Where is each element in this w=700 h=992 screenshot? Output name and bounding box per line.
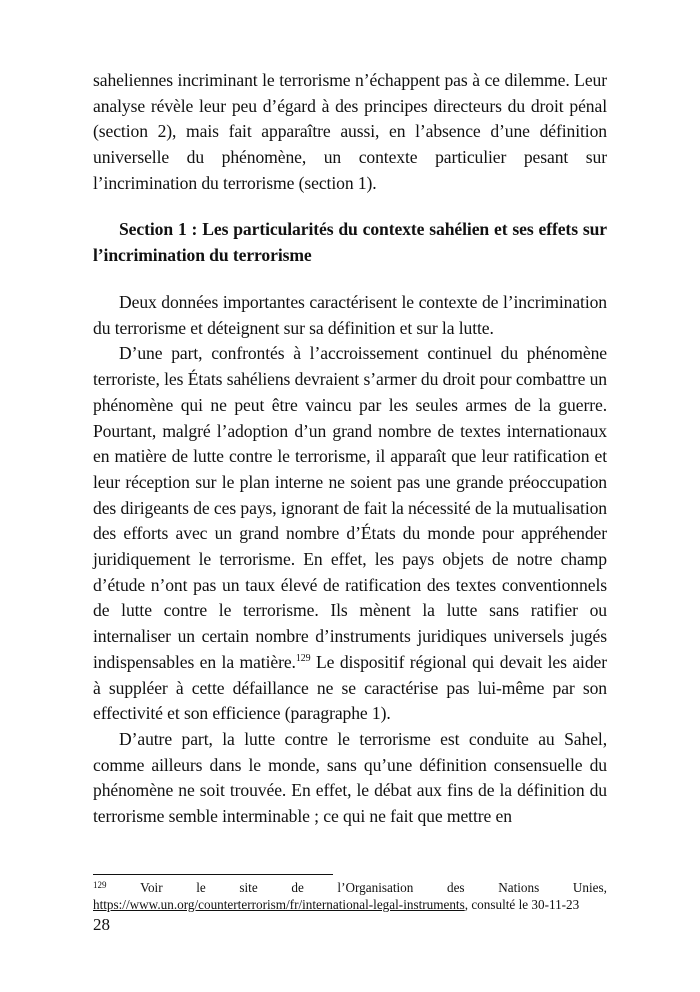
footnote-word: le <box>196 880 206 895</box>
footnote-link[interactable]: https://www.un.org/counterterrorism/fr/international-legal-instruments <box>93 897 465 912</box>
paragraph-2 <box>93 341 607 727</box>
section-heading: Section 1 : Les particularités du contexte sahélien et ses effets sur l’incrimination du terrorisme <box>93 219 607 265</box>
paragraph-2-text-a: D’une part, confrontés à l’accroissement continuel du phénomène terroriste, les États sahéliens devraient s’armer du droit pour combattre un phénomène qui ne peut être vaincu par les seules armes de la guerre. Pourtant, malgré l’adoption d’un grand nombre de textes internationaux en matière de lutte contre le terrorisme, il apparaît que leur ratification et leur réception sur le plan interne ne soient pas une grande préoccupation des dirigeants de ces pays, ignorant de fait la nécessité de la mutualisation des efforts avec un grand nombre d’États du monde pour appréhender juridiquement le terrorisme. En effet, les pays objets de notre champ d’étude n’ont pas un taux élevé de ratification des textes conventionnels de lutte contre le terrorisme. Ils mènent la lutte sans ratifier ou internaliser un certain nombre d’instruments juridiques universels jugés indispensables en la matière. <box>93 343 607 672</box>
intro-paragraph <box>93 68 607 197</box>
footnote-word: des <box>446 880 465 895</box>
intro-text: saheliennes incriminant le terrorisme n’échappent pas à ce dilemme. Leur analyse révèle leur peu d’égard à des principes directeurs du droit pénal (section 2), mais fait apparaître aussi, en l’absence d’une définition universelle du phénomène, un contexte particulier pesant sur l’incrimination du terrorisme (section 1). <box>93 70 607 193</box>
footnote-divider <box>93 874 333 875</box>
footnote-line-2 <box>93 897 607 913</box>
footnote <box>93 880 607 913</box>
footnote-suffix: , consulté le 30-11-23 <box>464 897 580 912</box>
paragraph-1: Deux données importantes caractérisent le contexte de l’incrimination du terrorisme et déteignent sur sa définition et sur la lutte. <box>93 292 607 338</box>
footnote-word: de <box>291 880 304 895</box>
footnote-word: Nations <box>498 880 540 895</box>
paragraph-3: D’autre part, la lutte contre le terrorisme est conduite au Sahel, comme ailleurs dans le monde, sans qu’une définition consensuelle du phénomène ne soit trouvée. En effet, le débat aux fins de la définition du terrorisme semble interminable ; ce qui ne fait que mettre en <box>93 728 607 827</box>
footnote-line-1 <box>93 880 607 897</box>
page-number: 28 <box>93 915 110 934</box>
footnote-word: Unies, <box>572 880 607 895</box>
body-text <box>93 290 607 830</box>
footnote-number: 129 <box>93 880 107 890</box>
footnote-word: l’Organisation <box>337 880 414 895</box>
paragraph-2-text-b: Le dispositif régional qui devait les aider à suppléer à cette défaillance ne se caractérise pas lui-même par son effectivité et son efficience (paragraphe 1). <box>93 651 607 724</box>
footnote-word: Voir <box>140 880 163 895</box>
footnote-word: site <box>239 880 258 895</box>
footnote-reference[interactable]: 129 <box>295 652 311 664</box>
